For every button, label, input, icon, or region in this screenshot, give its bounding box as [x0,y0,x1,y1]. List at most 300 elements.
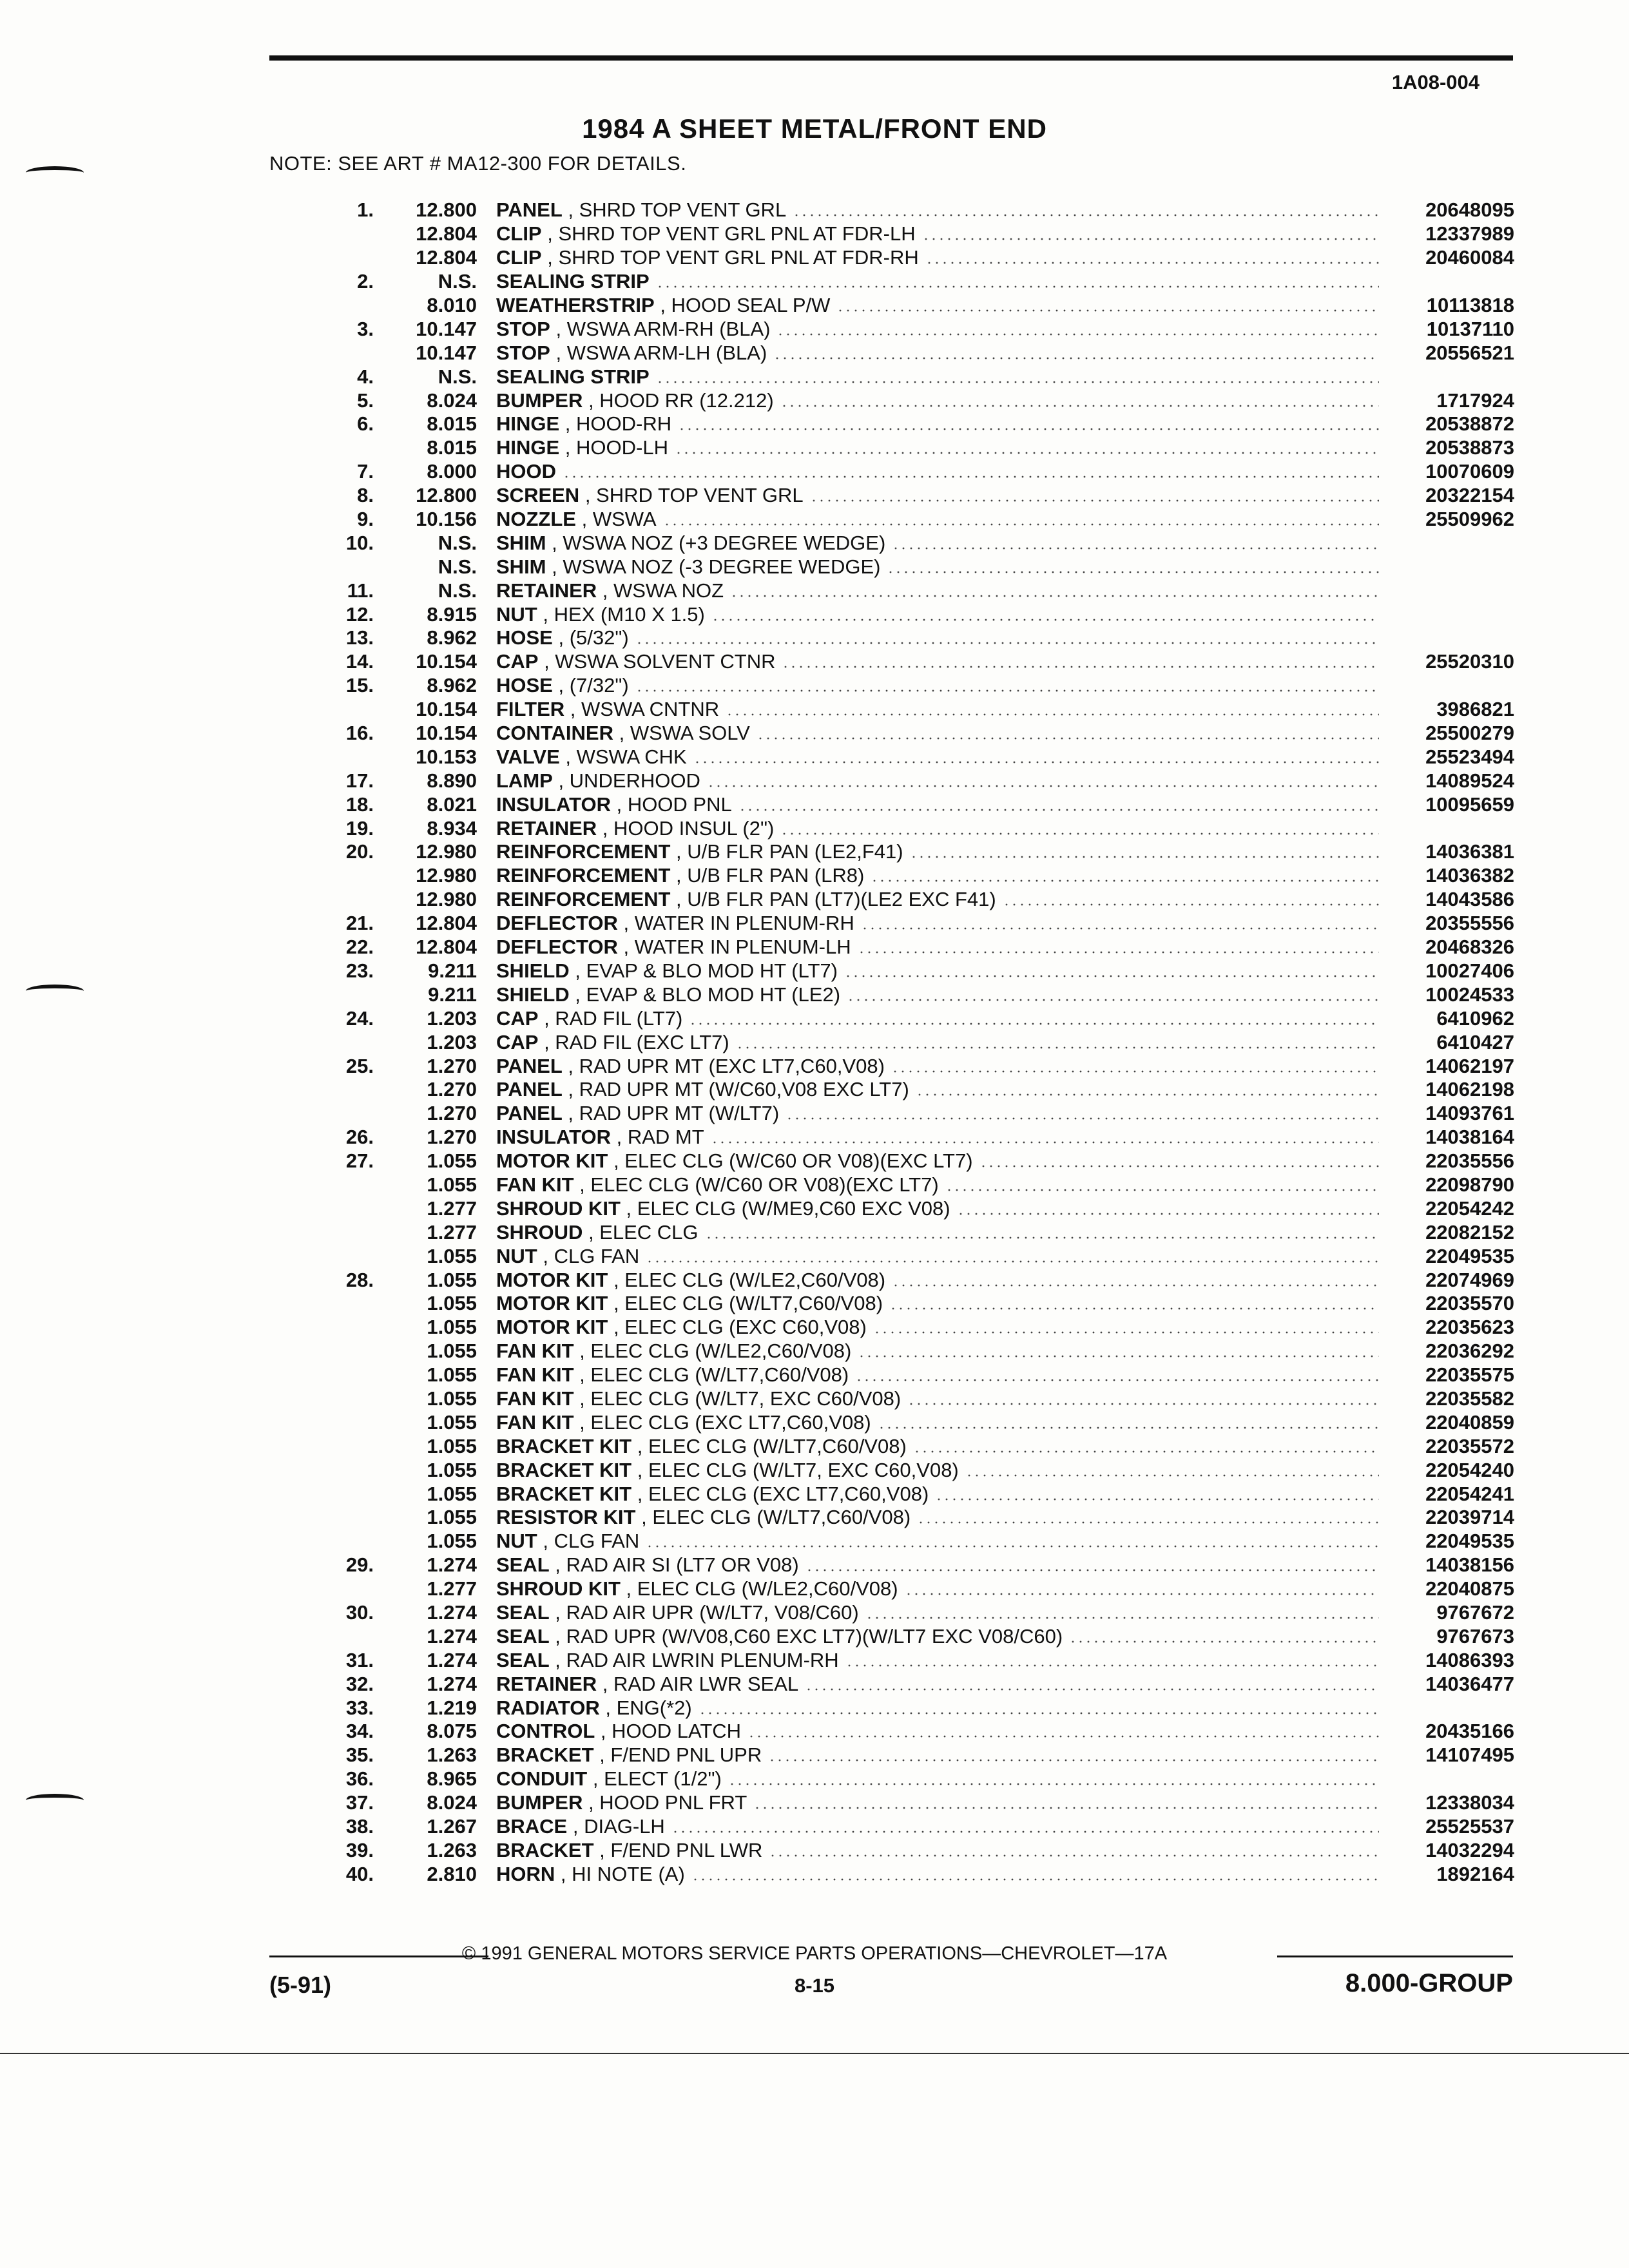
part-row [277,1434,1514,1458]
part-row [277,722,1514,745]
dot-leader [689,1023,1379,1025]
part-name: WEATHERSTRIP [496,294,655,316]
separator: , [541,222,559,245]
part-description [496,1387,1385,1410]
group-number: 8.965 [427,1767,477,1791]
group-number: N.S. [438,531,477,554]
dot-leader [782,666,1379,668]
part-description [496,1031,1385,1054]
part-row [277,1173,1514,1197]
separator: , [610,1126,628,1149]
group-number: 8.962 [427,626,477,649]
part-number: 10027406 [1425,959,1514,982]
part-detail: (7/32") [569,674,629,697]
part-description [496,1673,1385,1696]
part-description [496,1055,1385,1078]
part-row [277,1340,1514,1363]
part-description [496,1269,1385,1292]
separator: , [670,888,688,911]
part-row [277,1410,1514,1434]
separator: , [564,698,582,721]
part-description [496,1720,1385,1743]
part-description [496,959,1385,983]
group-number: 1.055 [427,1316,477,1339]
item-number: 18. [345,793,374,816]
dot-leader [691,1878,1379,1881]
part-number: 22098790 [1425,1173,1514,1196]
group-number: N.S. [438,365,477,388]
item-number: 38. [345,1815,374,1838]
part-name: RETAINER [496,579,597,602]
separator: , [599,1696,617,1719]
part-detail: U/B FLR PAN (LT7)(LE2 EXC F41) [687,888,996,911]
binder-hole-mark [26,985,84,997]
part-number: 20556521 [1425,341,1514,364]
part-row [277,1553,1514,1577]
item-number: 28. [345,1268,374,1291]
part-row [277,484,1514,508]
dot-leader [844,975,1379,977]
part-number: 22036292 [1425,1340,1514,1363]
part-description [496,579,1385,602]
dot-leader [871,879,1379,882]
part-name: BUMPER [496,1791,583,1814]
group-number: 1.055 [427,1458,477,1481]
part-number: 3986821 [1436,698,1514,721]
group-number: 10.156 [416,508,477,531]
part-name: CONTAINER [496,722,613,745]
part-number: 9767673 [1436,1624,1514,1648]
part-name: CAP [496,1030,539,1053]
part-number: 12337989 [1425,222,1514,245]
separator: , [631,1434,648,1457]
separator: , [635,1506,653,1529]
separator: , [670,864,688,887]
group-number: 8.024 [427,1791,477,1814]
part-name: HOSE [496,674,553,697]
part-row [277,1506,1514,1530]
part-name: RETAINER [496,1672,597,1695]
separator: , [576,508,593,531]
separator: , [670,840,688,863]
group-number: 1.055 [427,1340,477,1363]
part-detail: SHRD TOP VENT GRL PNL AT FDR-RH [558,246,919,269]
part-detail: WSWA [592,508,657,531]
separator: , [608,1316,625,1339]
part-name: MOTOR KIT [496,1292,608,1315]
part-description [496,1601,1385,1624]
part-name: INSULATOR [496,1126,611,1149]
part-number: 14089524 [1425,769,1514,792]
separator: , [549,1624,566,1648]
part-row [277,1126,1514,1149]
separator: , [562,1054,579,1077]
part-detail: ELEC CLG (W/LE2,C60/V08) [624,1268,886,1291]
part-description [496,1815,1385,1838]
part-number: 1892164 [1436,1862,1514,1885]
part-row [277,816,1514,840]
item-number: 23. [345,959,374,982]
part-row [277,983,1514,1006]
separator: , [552,626,570,649]
group-number: 8.010 [427,294,477,316]
part-detail: RAD UPR MT (W/LT7) [579,1102,780,1125]
separator: , [559,436,577,459]
part-description [496,817,1385,840]
dot-leader [705,1236,1379,1239]
item-number: 26. [345,1126,374,1149]
dot-leader [965,1474,1379,1477]
part-detail: WSWA NOZ (+3 DEGREE WEDGE) [563,531,886,554]
dot-leader [678,428,1379,430]
part-row [277,674,1514,698]
part-name: SHIM [496,531,546,554]
part-name: DEFLECTOR [496,912,618,935]
part-description [496,1149,1385,1173]
group-number: 8.000 [427,460,477,483]
dot-leader [776,333,1379,336]
separator: , [574,1340,591,1363]
dot-leader [922,238,1379,240]
part-detail: F/END PNL LWR [610,1838,763,1861]
part-name: PANEL [496,198,563,222]
part-name: CLIP [496,246,542,269]
separator: , [562,1102,579,1125]
part-description [496,888,1385,911]
item-number: 22. [345,936,374,959]
part-description [496,1340,1385,1363]
item-number: 11. [347,579,374,602]
part-number: 10137110 [1426,317,1514,340]
part-row [277,436,1514,460]
part-description [496,1221,1385,1244]
separator: , [538,1006,555,1030]
separator: , [613,722,630,745]
part-number: 14062198 [1425,1078,1514,1101]
part-description [496,1530,1385,1553]
part-number: 14036477 [1425,1672,1514,1695]
item-number: 1. [357,198,374,222]
part-row [277,1054,1514,1078]
item-number: 14. [345,650,374,673]
dot-leader [858,951,1379,954]
part-detail: WSWA SOLVENT CTNR [555,650,776,673]
part-name: REINFORCEMENT [496,840,671,863]
group-number: 1.055 [427,1173,477,1196]
part-detail: WSWA NOZ [613,579,724,602]
part-number: 20648095 [1425,198,1514,222]
part-number: 22035623 [1425,1316,1514,1339]
part-detail: SHRD TOP VENT GRL [596,484,804,507]
separator: , [583,389,600,412]
part-number: 14036382 [1425,864,1514,887]
group-number: 1.270 [427,1126,477,1149]
part-row [277,389,1514,412]
part-name: CLIP [496,222,542,245]
separator: , [631,1458,648,1481]
part-row [277,1862,1514,1886]
dot-leader [907,1403,1379,1405]
group-number: 2.810 [427,1862,477,1885]
part-detail: ELEC CLG (W/C60 OR V08)(EXC LT7) [590,1173,939,1196]
part-row [277,1815,1514,1839]
separator: , [593,1744,611,1767]
dot-leader [935,1498,1379,1501]
part-description [496,1411,1385,1434]
part-description [496,508,1385,531]
group-number: 12.800 [416,198,477,222]
group-number: 1.267 [427,1815,477,1838]
group-number: 1.274 [427,1672,477,1695]
dot-leader [736,1046,1379,1049]
part-description [496,840,1385,863]
item-number: 4. [357,365,374,388]
part-name: SHROUD KIT [496,1196,621,1220]
group-number: 12.804 [416,222,477,245]
part-row [277,1030,1514,1054]
dot-leader [957,1213,1379,1215]
part-detail: HOOD PNL FRT [599,1791,747,1814]
part-description [496,912,1385,935]
part-row [277,959,1514,983]
dot-leader [675,452,1379,454]
dot-leader [699,1712,1379,1715]
part-row [277,1838,1514,1862]
part-row [277,793,1514,816]
dot-leader [805,1688,1379,1691]
item-number: 24. [345,1006,374,1030]
part-description [496,1553,1385,1577]
part-description [496,650,1385,673]
part-detail: RAD UPR MT (W/C60,V08 EXC LT7) [579,1078,909,1101]
separator: , [537,1530,554,1553]
dot-leader [892,547,1379,550]
part-name: BRACKET KIT [496,1458,632,1481]
item-number: 15. [345,674,374,697]
group-number: 1.055 [427,1410,477,1434]
group-number: 8.015 [427,436,477,459]
part-number: 10024533 [1425,983,1514,1006]
group-number: 9.211 [428,983,477,1006]
separator: , [579,484,597,507]
part-description [496,1791,1385,1814]
page-number: 8-15 [794,1974,835,1997]
separator: , [562,198,579,222]
group-number: 1.055 [427,1506,477,1529]
part-description [496,1363,1385,1387]
part-description [496,864,1385,887]
part-detail: WSWA SOLV [630,722,750,745]
part-row [277,936,1514,959]
part-name: BRACE [496,1815,568,1838]
group-number: 1.055 [427,1363,477,1387]
separator: , [583,1220,600,1244]
part-detail: ELEC CLG (W/C60 OR V08)(EXC LT7) [624,1149,973,1173]
part-number: 14032294 [1425,1838,1514,1861]
part-name: FAN KIT [496,1363,574,1387]
item-number: 39. [345,1838,374,1861]
dot-leader [913,1450,1379,1453]
part-number: 22049535 [1425,1244,1514,1267]
group-number: 1.203 [427,1030,477,1053]
part-detail: RAD FIL (LT7) [555,1006,683,1030]
part-detail: CLG FAN [554,1530,640,1553]
part-detail: RAD UPR (W/V08,C60 EXC LT7)(W/LT7 EXC V08/C60) [566,1624,1063,1648]
part-number: 25500279 [1425,722,1514,745]
part-description [496,1696,1385,1720]
part-row [277,1530,1514,1553]
dot-leader [773,357,1379,360]
revision-date: (5-91) [269,1972,332,1998]
dot-leader [892,1284,1379,1287]
group-number: N.S. [438,579,477,602]
part-number: 12338034 [1425,1791,1514,1814]
group-number: 12.980 [416,864,477,887]
part-name: BUMPER [496,389,583,412]
separator: , [546,531,563,554]
group-number: 1.274 [427,1624,477,1648]
part-description [496,1459,1385,1482]
dot-leader [693,761,1379,764]
part-name: STOP [496,317,550,340]
group-number: 12.980 [416,888,477,911]
dot-leader [916,1093,1379,1096]
dot-leader [925,262,1379,264]
part-row [277,1268,1514,1292]
part-name: NUT [496,1244,537,1267]
dot-leader [757,737,1379,740]
part-number: 14107495 [1425,1744,1514,1767]
part-description [496,1078,1385,1101]
separator: , [537,1244,554,1267]
dot-leader [979,1165,1379,1168]
part-row [277,294,1514,318]
document-code: 1A08-004 [1391,71,1480,93]
item-number: 2. [357,270,374,293]
part-detail: DIAG-LH [584,1815,665,1838]
separator: , [574,1363,591,1387]
part-number: 1717924 [1436,389,1514,412]
part-description [496,1863,1385,1886]
separator: , [617,912,635,935]
part-description [496,436,1385,459]
item-number: 3. [357,317,374,340]
part-name: FILTER [496,698,565,721]
part-name: SEALING STRIP [496,365,650,388]
part-name: BRACKET [496,1838,594,1861]
item-number: 20. [345,840,374,863]
dot-leader [656,285,1379,288]
group-number: 10.147 [416,341,477,364]
part-name: VALVE [496,745,560,768]
group-number: 12.800 [416,484,477,507]
separator: , [617,936,635,959]
group-number: 8.021 [427,793,477,816]
group-number: 1.055 [427,1387,477,1410]
dot-leader [738,809,1379,811]
part-description [496,1506,1385,1529]
part-number: 10070609 [1425,460,1514,483]
part-description [496,294,1385,317]
separator: , [559,745,577,768]
part-row [277,1648,1514,1672]
part-detail: ELEC CLG (EXC LT7,C60,V08) [590,1410,871,1434]
part-detail: ENG(*2) [616,1696,692,1719]
part-name: RETAINER [496,816,597,840]
part-description [496,1007,1385,1030]
part-description [496,1435,1385,1458]
part-row [277,365,1514,389]
part-number: 20460084 [1425,246,1514,269]
part-number: 25520310 [1425,650,1514,673]
part-name: SHIELD [496,959,570,982]
part-number: 10095659 [1425,793,1514,816]
group-number: 9.211 [428,959,477,982]
group-number: 12.804 [416,912,477,935]
part-description [496,1744,1385,1767]
part-detail: WSWA CHK [576,745,687,768]
separator: , [552,674,570,697]
group-number: 12.980 [416,840,477,863]
part-name: CONTROL [496,1720,595,1743]
part-number: 25525537 [1425,1815,1514,1838]
separator: , [569,983,586,1006]
group-number: 1.274 [427,1600,477,1624]
dot-leader [707,785,1379,787]
dot-leader [635,642,1379,644]
item-number: 40. [345,1862,374,1885]
item-number: 29. [345,1553,374,1577]
part-detail: WSWA ARM-LH (BLA) [566,341,767,364]
part-name: CONDUIT [496,1767,588,1791]
item-number: 16. [345,722,374,745]
dot-leader [1003,903,1379,906]
part-description [496,698,1385,721]
dot-leader [711,1141,1379,1144]
part-name: BRACKET KIT [496,1434,632,1457]
part-detail: SHRD TOP VENT GRL [579,198,787,222]
part-detail: ELEC CLG (W/LT7,C60/V08) [648,1434,907,1457]
part-row [277,1744,1514,1767]
group-number: 1.055 [427,1530,477,1553]
separator: , [559,412,577,436]
part-name: REINFORCEMENT [496,864,671,887]
group-number: 8.890 [427,769,477,792]
dot-leader [889,1307,1379,1310]
part-detail: ELEC CLG (EXC LT7,C60,V08) [648,1482,929,1505]
group-number: 12.804 [416,936,477,959]
part-number: 14086393 [1425,1648,1514,1671]
part-detail: (5/32") [569,626,629,649]
part-name: PANEL [496,1054,563,1077]
part-name: NUT [496,602,537,626]
part-description [496,1102,1385,1125]
part-detail: RAD AIR LWRIN PLENUM-RH [566,1648,839,1671]
part-row [277,1601,1514,1625]
group-number: N.S. [438,270,477,293]
part-name: CAP [496,1006,539,1030]
part-name: FAN KIT [496,1410,574,1434]
part-name: FAN KIT [496,1173,574,1196]
part-description [496,1483,1385,1506]
part-number: 22035582 [1425,1387,1514,1410]
parts-list [277,198,1514,1886]
dot-leader [878,1427,1379,1429]
item-number: 7. [357,460,374,483]
part-row [277,460,1514,484]
part-detail: ELEC CLG (W/LT7, EXC C60,V08) [648,1458,959,1481]
part-description [496,936,1385,959]
